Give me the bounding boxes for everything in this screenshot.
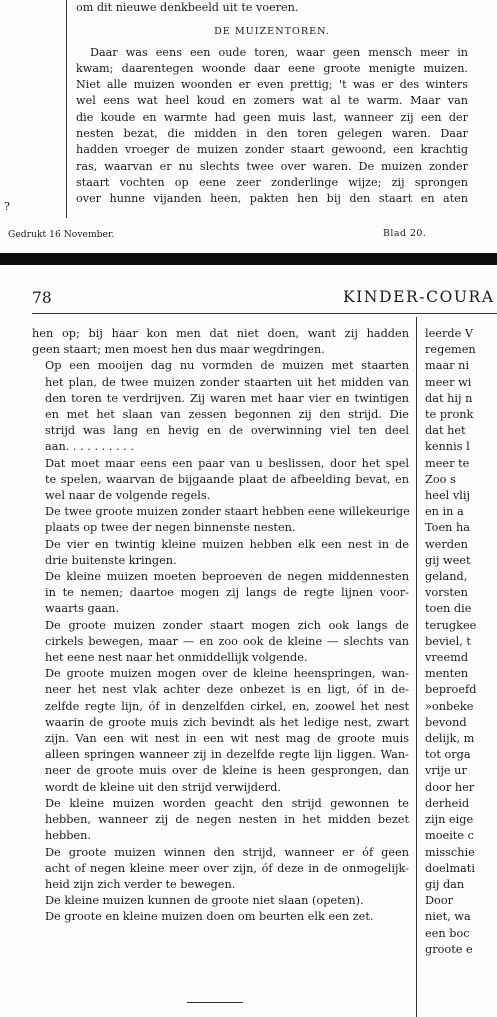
text-line: strijd was lang en hevig en de overwinning viel ten deel [45, 424, 409, 438]
side-text-line: leerde V [425, 327, 474, 340]
side-text-line: misschie [425, 845, 475, 859]
paragraph [32, 537, 409, 569]
paragraph [32, 358, 409, 455]
side-text-line: »onbeke [425, 699, 474, 713]
side-text-line: kennis l [425, 440, 470, 454]
text-line: te spelen, waarvan de bijgaande plaat de afbeelding bevat, en [45, 472, 409, 486]
text-line: staart vochten op eene zeer zonderlinge wijze; zij sprongen [76, 175, 468, 189]
paragraph [32, 666, 409, 796]
page-number: 78 [32, 289, 52, 307]
text-line: De vier en twintig kleine muizen hebben elk een nest in de [45, 537, 409, 551]
text-line: drie buitenste kringen. [45, 553, 177, 567]
side-text-line: dat het [425, 424, 466, 438]
column-divider [416, 317, 417, 1017]
story-paragraph [76, 45, 468, 208]
side-text-line: geland, [425, 570, 468, 584]
text-line: neer de groote muis over de kleine is heen gesprongen, dan [45, 764, 409, 778]
text-line: alleen springen wanneer zij in dezelfde regte lijn liggen. Wan- [45, 748, 409, 762]
text-line: waarin de groote muis zich bevindt als het ledige nest, zwart [45, 715, 409, 729]
text-line: hadden vroeger de muizen zonder staart gewoond, een krachtig [76, 143, 468, 157]
text-line: hebben. [45, 829, 91, 843]
text-line: aan. . . . . . . . . . [45, 440, 134, 454]
side-text-column [425, 326, 497, 958]
text-line: hen op; bij haar kon men dat niet doen, want zij hadden [32, 327, 409, 340]
text-line: om dit nieuwe denkbeeld uit te voeren. [76, 1, 299, 14]
side-text-line: heel vlij [425, 489, 470, 503]
running-head: KINDER-COURA [343, 288, 495, 306]
side-text-line: zijn eige [425, 813, 474, 827]
text-line: hebben, wanneer zij de negen nesten in het midden bezet [45, 813, 409, 827]
side-text-line: Door [425, 894, 454, 908]
side-text-line: vrije ur [425, 764, 467, 778]
side-text-line: vreemd [425, 651, 469, 665]
text-line: De kleine muizen moeten beproeven de negen middennesten [45, 570, 409, 584]
text-line: neer het nest vlak achter deze onbezet is en ligt, óf in de- [45, 683, 409, 697]
text-line: geen staart; men moest hen dus maar wegdringen. [32, 343, 325, 357]
margin-mark: ? [4, 200, 10, 213]
side-text-line: tot orga [425, 748, 471, 762]
text-line: Daar was eens een oude toren, waar geen mensch meer in [90, 45, 468, 59]
side-text-line: menten [425, 667, 469, 681]
text-line: De kleine muizen worden geacht den strijd gewonnen te [45, 796, 409, 810]
text-line: en met het slaan van zessen begonnen zij den strijd. Die [45, 408, 409, 422]
text-line: De groote muizen mogen over de kleine heenspringen, wan- [45, 667, 409, 681]
side-text-line: meer te [425, 456, 470, 470]
side-text-line: terugkee [425, 618, 477, 632]
text-line: wel naar de volgende regels. [45, 489, 211, 503]
text-line: De groote muizen winnen den strijd, wanneer er óf geen [45, 845, 409, 859]
text-line: zijn. Van een wit nest in een wit nest mag de groote muis [45, 732, 409, 746]
text-line: wordt de kleine uit den strijd verwijderd. [45, 780, 281, 794]
text-line: ras, waarvan er nu slechts twee over waren. De muizen zonder [76, 159, 468, 173]
side-text-line: werden [425, 537, 468, 551]
print-date: Gedrukt 16 November. [8, 229, 115, 240]
paragraph [32, 893, 409, 909]
text-line: den toren te verdrijven. Zij waren met haar vier en twintigen [45, 391, 409, 405]
previous-page-fragment [0, 0, 497, 253]
text-line: nesten bezat, die midden in den toren gelegen waren. Daar [76, 127, 468, 141]
side-text-line: een boc [425, 926, 470, 940]
story-title: DE MUIZENTOREN. [214, 26, 330, 38]
side-text-line: gij weet [425, 553, 471, 567]
text-line: Dat moet maar eens een paar van u beslissen, door het spel [45, 456, 409, 470]
paragraph [32, 618, 409, 667]
paragraph [32, 326, 409, 358]
text-line: acht of negen kleine meer over zijn, óf deze in de onmogelijk- [45, 861, 409, 875]
text-line: het eene nest naar het onmiddellijk volgende. [45, 651, 308, 665]
side-text-line: Zoo s [425, 472, 456, 486]
side-text-line: dat hij n [425, 391, 473, 405]
sheet-number: Blad 20. [383, 228, 427, 239]
paragraph [32, 569, 409, 618]
side-text-line: en in a [425, 505, 464, 519]
side-text-line: derheid [425, 796, 470, 810]
side-text-line: meer wi [425, 375, 472, 389]
text-line: De groote muizen zonder staart mogen zich ook langs de [45, 618, 409, 632]
side-text-line: moeite c [425, 829, 474, 843]
side-text-line: beviel, t [425, 634, 471, 648]
text-line: over hunne vijanden heen, pakten hen bij den staart en aten [76, 192, 468, 206]
text-line: De twee groote muizen zonder staart hebben eene willekeurige [45, 505, 410, 519]
paragraph [32, 845, 409, 894]
page-separator [0, 253, 497, 265]
side-text-line: toen die [425, 602, 472, 616]
text-line: plaats op twee der negen binnenste nesten. [45, 521, 296, 535]
side-text-line: regemen [425, 343, 476, 357]
text-line: De kleine muizen kunnen de groote niet slaan (opeten). [45, 894, 364, 908]
side-text-line: Toen ha [425, 521, 471, 535]
paragraph [32, 456, 409, 505]
paragraph [32, 909, 409, 925]
column-rule [66, 0, 67, 218]
side-text-line: gij dan [425, 877, 465, 891]
text-line: wel eens wat heel koud en zomers wat al te warm. Maar van [76, 94, 468, 108]
side-text-line: door her [425, 780, 475, 794]
side-text-line: maar ni [425, 359, 470, 373]
paragraph [32, 504, 409, 536]
text-line: heid zijn zich verder te bewegen. [45, 877, 236, 891]
text-line: die koude en warmte had geen muis last, wanneer zij een der [76, 110, 468, 124]
side-text-line: niet, wa [425, 910, 471, 924]
side-text-line: vorsten [425, 586, 468, 600]
text-line: in te nemen; daartoe mogen zij langs de regte lijnen voor- [45, 586, 409, 600]
text-line: zelfde regte lijn, óf in denzelfden cirkel, en, zoowel het nest [45, 699, 409, 713]
paragraph [32, 796, 409, 845]
side-text-line: groote e [425, 942, 473, 956]
text-line: De groote en kleine muizen doen om beurten elk een zet. [45, 910, 374, 924]
main-text-column [32, 326, 409, 926]
side-text-line: bevond [425, 715, 467, 729]
text-line: het plan, de twee muizen zonder staarten uit het midden van [45, 375, 409, 389]
page-78 [0, 265, 497, 1017]
top-text-column [76, 0, 468, 208]
text-line: Niet alle muizen woonden er even prettig; 't was er des winters [76, 78, 468, 92]
text-line: Op een mooijen dag nu vormden de muizen met staarten [45, 359, 409, 373]
side-text-line: doelmati [425, 861, 475, 875]
text-line: waarts gaan. [45, 602, 120, 616]
header-rule [32, 313, 497, 314]
text-line: cirkels bewegen, maar — en zoo ook de kleine — slechts van [45, 634, 409, 648]
side-text-line: delijk, m [425, 732, 475, 746]
side-text-line: beproefd [425, 683, 477, 697]
side-text-line: te pronk [425, 408, 474, 422]
end-rule [187, 1002, 243, 1003]
text-line: kwam; daarentegen woonde daar eene groote menigte muizen. [76, 61, 468, 75]
